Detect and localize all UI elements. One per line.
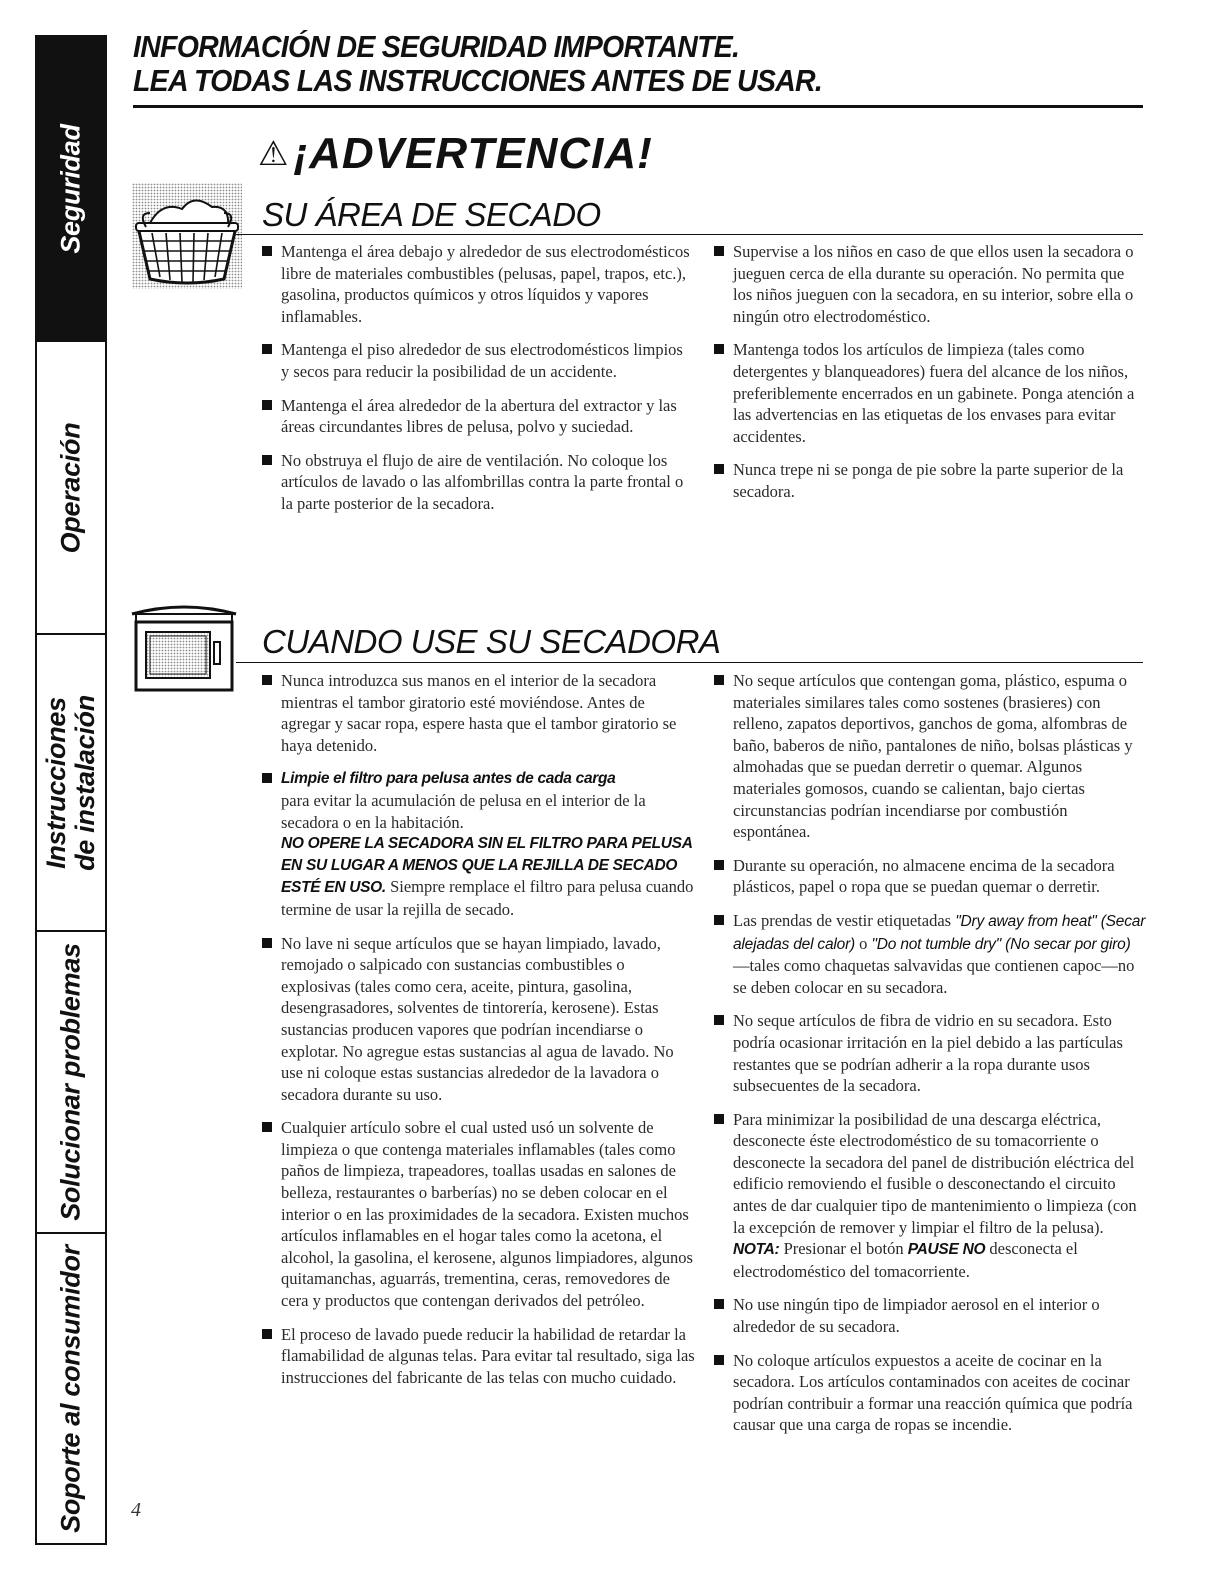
list-item: El proceso de lavado puede reducir la habilidad de retardar la flamabilidad de algunas telas. Para evitar tal resultado, siga las instrucciones del fabricante de las telas con mucho cuidado. — [262, 1324, 696, 1389]
nota-label: NOTA: — [733, 1241, 780, 1259]
list-item-electric-shock — [714, 1109, 1146, 1283]
labels-tail: —tales como chaquetas salvavidas que contienen capoc—no se deben colocar en su secadora. — [733, 956, 1135, 997]
dryer-icon — [128, 598, 240, 694]
section1-title: SU ÁREA DE SECADO — [262, 196, 601, 233]
section2-divider — [236, 662, 1143, 663]
labels-mid: o — [859, 933, 868, 953]
list-item: Durante su operación, no almacene encima de la secadora plásticos, papel o ropa que se puedan quemar o derretir. — [714, 855, 1146, 898]
list-item-labels — [714, 910, 1146, 998]
page-header — [133, 30, 1143, 98]
header-line-1: INFORMACIÓN DE SEGURIDAD IMPORTANTE. — [133, 29, 740, 64]
list-item: Nunca trepe ni se ponga de pie sobre la parte superior de la secadora. — [714, 459, 1144, 502]
tab-instrucciones-label — [42, 695, 100, 871]
section1-left-column — [262, 241, 692, 527]
warning-title-text: ¡ADVERTENCIA! — [293, 129, 653, 178]
section1-right-column — [714, 241, 1144, 515]
warning-triangle-icon: ⚠ — [258, 135, 290, 173]
tab-soporte-consumidor[interactable] — [37, 1234, 105, 1543]
labels-do-not-tumble: "Do not tumble dry" (No secar por giro) — [871, 935, 1131, 953]
tab-operacion-label: Operación — [55, 422, 86, 553]
list-item: No coloque artículos expuestos a aceite de cocinar en la secadora. Los artículos contaminados con aceites de cocinar podrían contribuir a formar una reacción química que podría causar que una carga de ropas se incendie. — [714, 1350, 1146, 1436]
section1-divider — [236, 234, 1143, 235]
list-item: No seque artículos de fibra de vidrio en su secadora. Esto podría ocasionar irritación en la piel debido a las partículas restantes que se podrían adherir a la ropa durante usos subsecuentes de la secadora. — [714, 1010, 1146, 1096]
list-item: No use ningún tipo de limpiador aerosol en el interior o alrededor de su secadora. — [714, 1294, 1146, 1337]
list-item: Mantenga todos los artículos de limpieza (tales como detergentes y blanqueadores) fuera del alcance de los niños, preferiblemente encerrados en un gabinete. Ponga atención a las advertencias en las etiquetas de los envases para evitar accidentes. — [714, 339, 1144, 447]
pause-label: PAUSE — [907, 1241, 959, 1259]
tab-instrucciones-instalacion[interactable] — [37, 635, 105, 932]
lint-filter-text: para evitar la acumulación de pelusa en el interior de la secadora o en la habitación. — [281, 790, 646, 832]
lint-filter-warning-2: EN SU LUGAR A MENOS QUE LA REJILLA DE SECADO — [281, 856, 678, 874]
page-number: 4 — [131, 1499, 141, 1521]
tab-seguridad-label: Seguridad — [55, 123, 86, 254]
list-item: No obstruya el flujo de aire de ventilación. No coloque los artículos de lavado o las alfombrillas contra la parte frontal o la parte posterior de la secadora. — [262, 450, 692, 515]
list-item: Mantenga el área alrededor de la abertura del extractor y las áreas circundantes libres de pelusa, polvo y suciedad. — [262, 395, 692, 438]
tab-operacion[interactable] — [37, 342, 105, 635]
list-item: Mantenga el área debajo y alrededor de sus electrodomésticos libre de materiales combustibles (pelusas, papel, trapos, etc.), gasolina, productos químicos y otros líquidos y vapores inflamables. — [262, 241, 692, 327]
section2-left-column — [262, 670, 696, 1400]
side-tab-navigation — [35, 35, 107, 1545]
tab-solucionar-label: Solucionar problemas — [55, 943, 86, 1221]
lint-filter-tail: Siempre remplace el filtro para pelusa cuando termine de usar la rejilla de secado. — [281, 877, 694, 919]
lint-filter-warning-3: ESTÉ EN USO. — [281, 879, 386, 897]
tab-solucionar-problemas[interactable] — [37, 932, 105, 1234]
tab-seguridad[interactable] — [37, 37, 105, 342]
list-item-lint-filter — [262, 768, 696, 920]
tab-instrucciones-line2: de instalación — [70, 694, 100, 871]
header-line-2: LEA TODAS LAS INSTRUCCIONES ANTES DE USAR. — [133, 63, 823, 98]
nota-text: Presionar el botón — [783, 1239, 904, 1259]
section2-right-column — [714, 670, 1146, 1448]
list-item: Nunca introduzca sus manos en el interior de la secadora mientras el tambor giratorio esté moviéndose. Antes de agregar y sacar ropa, espere hasta que el tambor giratorio se haya detenido. — [262, 670, 696, 756]
labels-dry-away: "Dry away from heat" (Secar alejadas del calor) — [733, 912, 1146, 953]
list-item: No lave ni seque artículos que se hayan limpiado, lavado, remojado o salpicado con sustancias combustibles o explosivas (tales como cera, aceite, pintura, gasolina, desengrasadores, solventes de tintorería, kerosene). Estas sustancias producen vapores que podrían incendiarse o explotar. No agregue estas sustancias al agua de lavado. No use ni coloque estas sustancias alrededor de la lavadora o secadora durante su uso. — [262, 933, 696, 1106]
list-item: Mantenga el piso alrededor de sus electrodomésticos limpios y secos para reducir la posibilidad de un accidente. — [262, 339, 692, 382]
warning-title — [258, 130, 653, 178]
section2-title: CUANDO USE SU SECADORA — [262, 623, 721, 660]
list-item: Cualquier artículo sobre el cual usted usó un solvente de limpieza o que contenga materiales inflamables (tales como paños de limpieza, trapeadores, toallas usadas en salones de belleza, restaurantes o barberías) no se deben colocar en el interior o en las proximidades de la secadora. Existen muchos artículos inflamables en el hogar tales como la acetona, el alcohol, la gasolina, el kerosene, algunos limpiadores, algunos quitamanchas, aguarrás, trementina, ceras, removedores de cera y productos que contengan derivados del petróleo. — [262, 1117, 696, 1311]
lint-filter-warning-1: NO OPERE LA SECADORA SIN EL FILTRO PARA PELUSA — [281, 835, 693, 853]
laundry-basket-icon — [132, 183, 242, 289]
list-item: Supervise a los niños en caso de que ellos usen la secadora o jueguen cerca de ella durante su operación. No permita que los niños jueguen con la secadora, en su interior, sobre ella o ningún otro electrodoméstico. — [714, 241, 1144, 327]
tab-soporte-label: Soporte al consumidor — [55, 1244, 86, 1533]
lint-filter-heading: Limpie el filtro para pelusa antes de cada carga — [281, 770, 616, 788]
list-item: No seque artículos que contengan goma, plástico, espuma o materiales similares tales como sostenes (brasieres) con relleno, zapatos deportivos, ganchos de goma, alfombras de baño, baberos de niño, pantalones de niño, bolsas plásticas y almohadas que se puedan derretir o quemar. Algunos materiales gomosos, cuando se calientan, bajo ciertas circunstancias podrían incendiarse por combustión espontánea. — [714, 670, 1146, 843]
shock-text: Para minimizar la posibilidad de una descarga eléctrica, desconecte éste electrodoméstico de su tomacorriente o desconecte la secadora del panel de distribución eléctrica del edificio removiendo el fusible o desconectando el circuito antes de dar cualquier tipo de mantenimiento o limpieza (con la excepción de remover y limpiar el filtro de la pelusa). — [733, 1109, 1137, 1237]
tab-instrucciones-line1: Instrucciones — [41, 696, 71, 869]
no-label: NO — [962, 1241, 986, 1259]
header-divider — [133, 105, 1143, 108]
labels-pre: Las prendas de vestir etiquetadas — [733, 910, 952, 930]
nota-tail: desconecta el electrodoméstico del tomacorriente. — [733, 1239, 1078, 1281]
